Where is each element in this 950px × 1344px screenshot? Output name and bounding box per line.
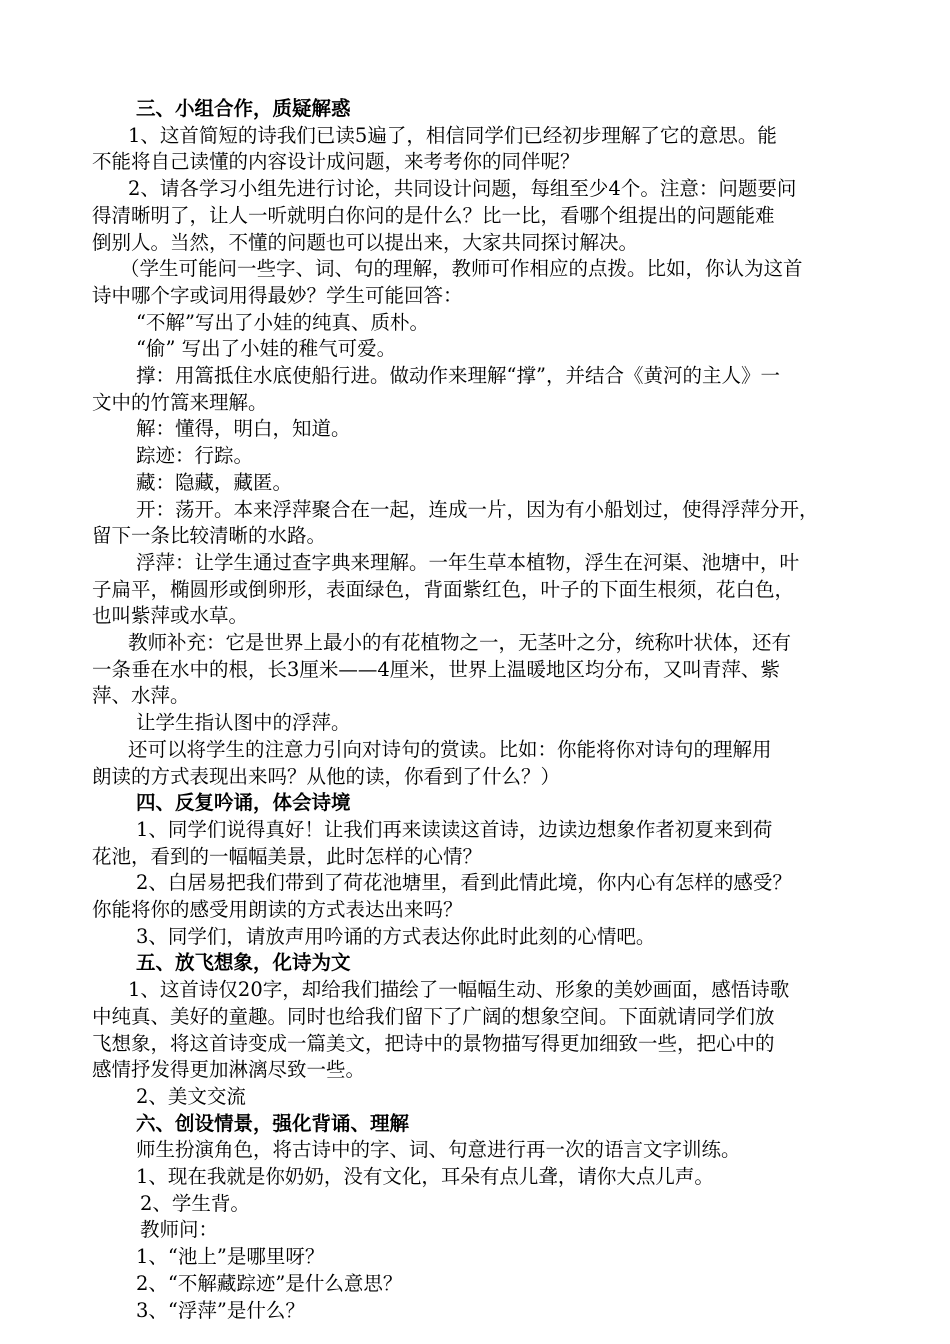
text-line: “不解”写出了小娃的纯真、质朴。	[136, 310, 429, 334]
text-line: 1、现在我就是你奶奶，没有文化，耳朵有点儿聋，请你大点儿声。	[136, 1165, 714, 1188]
text-line: 撑：用篙抵住水底使船行进。做动作来理解“撑”，并结合《黄河的主人》一	[136, 364, 780, 387]
text-line: 2、请各学习小组先进行讨论，共同设计问题，每组至少4个。注意：问题要问	[128, 177, 797, 201]
text-line: 留下一条比较清晰的水路。	[92, 524, 327, 548]
text-line: 开：荡开。本来浮萍聚合在一起，连成一片，因为有小船划过，使得浮萍分开，	[136, 497, 819, 521]
section-heading: 三、小组合作，质疑解惑	[136, 97, 351, 120]
text-line: 朗读的方式表现出来吗？从他的读，你看到了什么？）	[92, 764, 561, 788]
text-line: 还可以将学生的注意力引向对诗句的赏读。比如：你能将你对诗句的理解用	[128, 737, 772, 761]
text-line: （学生可能问一些字、词、句的理解，教师可作相应的点拨。比如，你认为这首	[120, 257, 803, 281]
text-line: “偷” 写出了小娃的稚气可爱。	[136, 337, 397, 361]
text-line: 2、白居易把我们带到了荷花池塘里，看到此情此境，你内心有怎样的感受？	[136, 871, 792, 895]
text-line: 得清晰明了，让人一听就明白你问的是什么？比一比，看哪个组提出的问题能难	[92, 203, 775, 227]
section-heading: 五、放飞想象，化诗为文	[136, 951, 351, 975]
text-line: 感情抒发得更加淋漓尽致一些。	[92, 1058, 366, 1082]
text-line: 你能将你的感受用朗读的方式表达出来吗？	[92, 898, 463, 921]
text-line: 萍、水萍。	[92, 684, 190, 708]
text-line: 1、这首简短的诗我们已读5遍了，相信同学们已经初步理解了它的意思。能	[128, 123, 777, 147]
text-line: 不能将自己读懂的内容设计成问题，来考考你的同伴呢？	[92, 150, 580, 174]
text-line: 倒别人。当然，不懂的问题也可以提出来，大家共同探讨解决。	[92, 230, 639, 254]
text-line: 教师问：	[140, 1218, 219, 1242]
text-line: 子扁平，椭圆形或倒卵形，表面绿色，背面紫红色，叶子的下面生根须，花白色，	[92, 577, 795, 601]
text-line: 诗中哪个字或词用得最妙？学生可能回答：	[92, 283, 463, 307]
text-line: 文中的竹篙来理解。	[92, 390, 268, 414]
text-line: 1、“池上”是哪里呀？	[136, 1245, 325, 1269]
text-line: 也叫紫萍或水草。	[92, 604, 249, 628]
text-line: 花池，看到的一幅幅美景，此时怎样的心情？	[92, 844, 483, 868]
section-heading: 四、反复吟诵，体会诗境	[136, 791, 351, 815]
text-line: 解：懂得，明白，知道。	[136, 417, 351, 441]
text-line: 飞想象，将这首诗变成一篇美文，把诗中的景物描写得更加细致一些，把心中的	[92, 1031, 775, 1055]
text-line: 中纯真、美好的童趣。同时也给我们留下了广阔的想象空间。下面就请同学们放	[92, 1004, 775, 1028]
text-line: 踪迹：行踪。	[136, 444, 254, 468]
text-line: 一条垂在水中的根，长3厘米——4厘米，世界上温暖地区均分布，又叫青萍、紫	[92, 657, 780, 681]
text-line: 1、这首诗仅20字，却给我们描绘了一幅幅生动、形象的美妙画面，感悟诗歌	[128, 978, 790, 1002]
text-line: 浮萍：让学生通过查字典来理解。一年生草本植物，浮生在河渠、池塘中，叶	[136, 550, 800, 574]
text-line: 2、美文交流	[136, 1084, 246, 1108]
text-line: 1、同学们说得真好！让我们再来读读这首诗，边读边想象作者初夏来到荷	[136, 817, 773, 841]
text-line: 2、“不解藏踪迹”是什么意思？	[136, 1271, 403, 1295]
text-line: 3、同学们，请放声用吟诵的方式表达你此时此刻的心情吧。	[136, 924, 656, 948]
text-line: 师生扮演角色，将古诗中的字、词、句意进行再一次的语言文字训练。	[136, 1138, 741, 1162]
text-line: 3、“浮萍”是什么？	[136, 1298, 305, 1322]
text-line: 2、学生背。	[140, 1191, 250, 1215]
text-line: 藏：隐藏，藏匿。	[136, 470, 293, 494]
text-line: 让学生指认图中的浮萍。	[136, 711, 351, 735]
text-line: 教师补充：它是世界上最小的有花植物之一，无茎叶之分，统称叶状体，还有	[128, 631, 792, 654]
section-heading: 六、创设情景，强化背诵、理解	[136, 1111, 410, 1135]
